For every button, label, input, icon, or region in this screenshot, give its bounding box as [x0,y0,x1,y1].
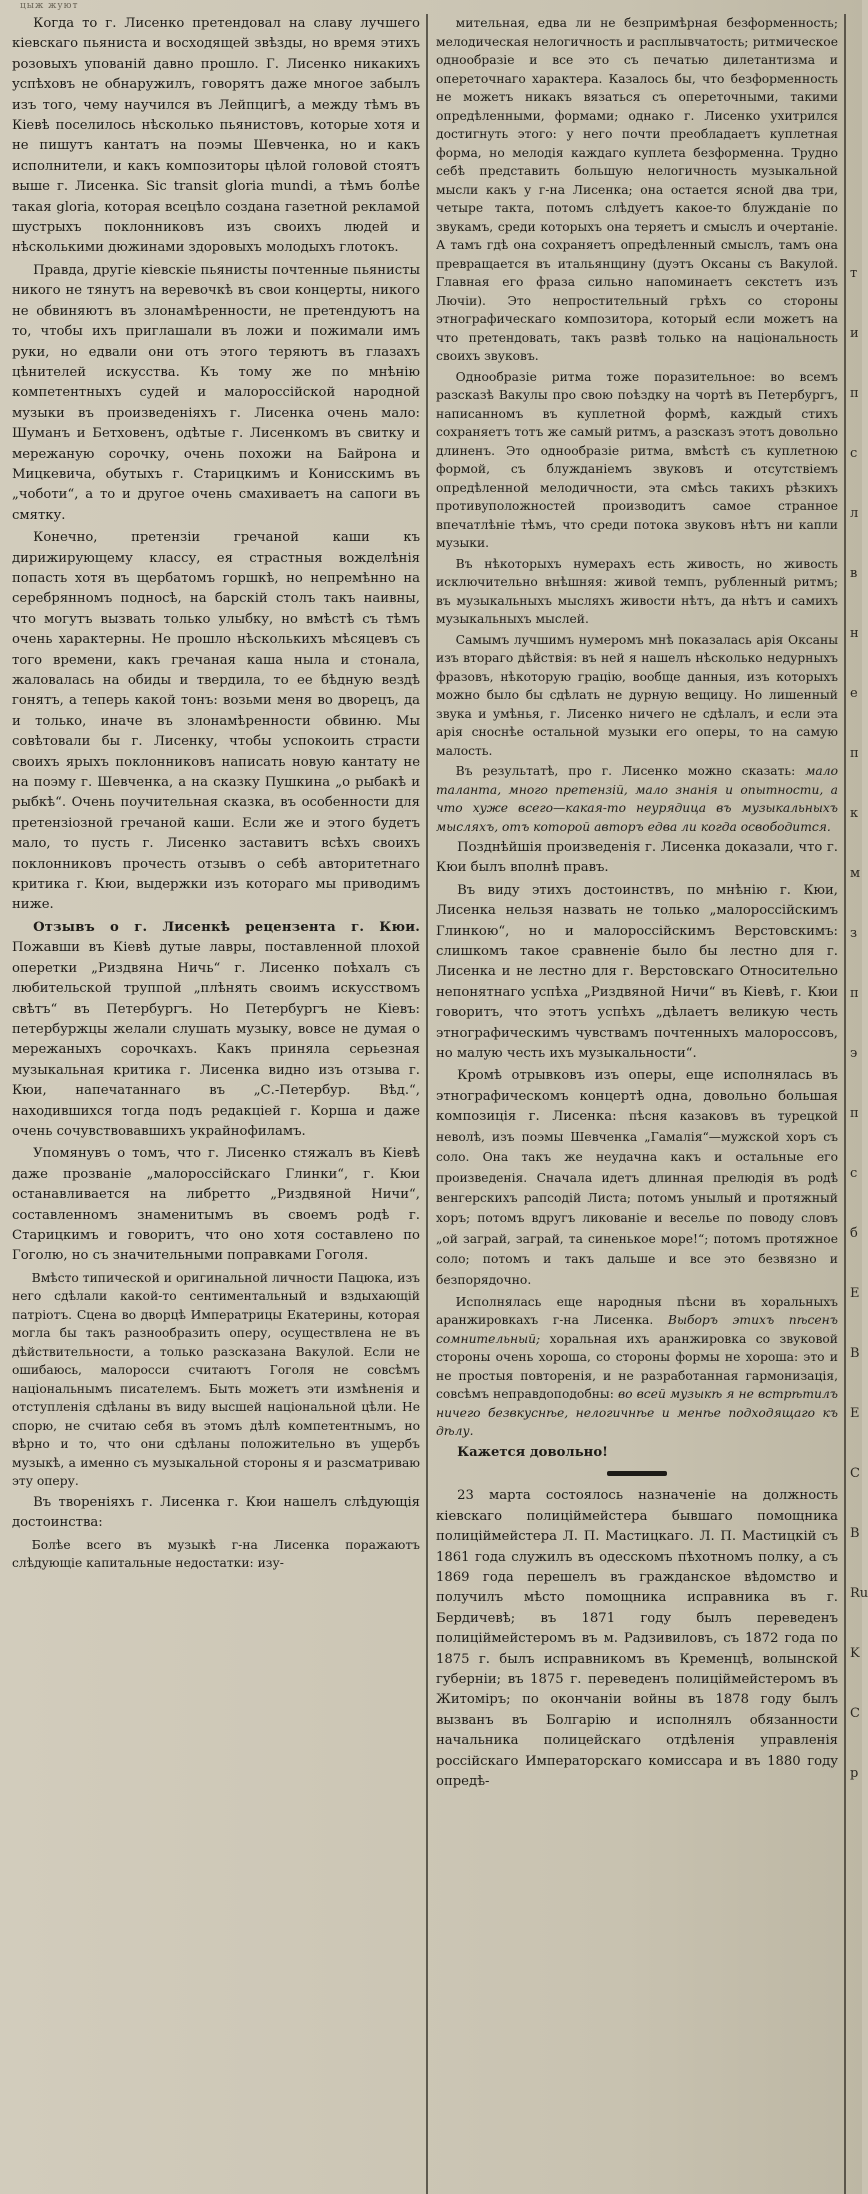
mid-paragraph-8 [436,1066,838,1290]
column-rule-right [844,14,846,2194]
right-edge-letter: п [850,746,859,761]
right-edge-letter: и [850,326,859,341]
section-separator [607,1471,667,1476]
right-edge-letter: C [850,1466,860,1481]
mid-quote-5 [436,762,838,836]
left-paragraph-1: Когда то г. Лисенко претендовал на славу лучшего кіевскаго пьяниста и восходящей звѣзды, но время этихъ розовыхъ упованій давно прошло. Г. Лисенко никакихъ успѣховъ не обнаружилъ, говорятъ даже многое забылъ изъ того, чему научился въ Лейпцигѣ, а между тѣмъ въ Кіевѣ поселилось нѣсколько пьянистовъ, которые хотя и не пишутъ кантатъ на поэмы Шевченка, но и какъ исполнители, и какъ композиторы цѣлой головой стоятъ выше г. Лисенка. Sic transit gloria mundi, а тѣмъ болѣе такая gloria, которая всецѣло создана газетной рекламой шустрыхъ поклонниковъ изъ своихъ людей и нѣсколькими дюжинами здоровыхъ молодыхъ глотокъ. [12,16,420,256]
left-paragraph-3: Конечно, претензіи гречаной каши къ дирижирующему классу, ея страстныя вожделѣнія попасть хотя въ щербатомъ горшкѣ, но непремѣнно на серебрянномъ подносѣ, на барскій столъ такъ наивны, что могутъ вызвать только улыбку, но вмѣстѣ съ тѣмъ очень характерны. Не прошло нѣсколькихъ мѣсяцевъ съ того времени, какъ гречаная каша ныла и стонала, жаловалась на обиды и твердила, то ее бѣдную вездѣ гонятъ, а теперь какой тонъ: возьми меня во дворецъ, да и только, иначе въ злонамѣренности обвиню. Мы совѣтовали бы г. Лисенку, чтобы успокоить страсти своихъ ярыхъ поклонниковъ написать новую кантату не на поэму г. Шевченка, а на сказку Пушкина „о рыбакѣ и рыбкѣ“. Очень поучительная сказка, въ особенности для претензіозной гречаной каши. Если же и этого будетъ мало, то пусть г. Лисенко заставитъ всѣхъ своихъ поклонниковъ прочесть отзывъ о себѣ авторитетнаго критика г. Кюи, выдержки изъ котораго мы приводимъ ниже. [12,530,420,913]
right-edge-letter: в [850,566,858,581]
mid-quote-3: Въ нѣкоторыхъ нумерахъ есть живость, но живость исключительно внѣшняя: живой темпъ, рубленный ритмъ; въ музыкальныхъ мысляхъ живости нѣтъ, да нѣтъ и самихъ музыкальныхъ мыслей. [436,556,838,626]
right-edge-letter: p [850,1766,859,1781]
mid-quote-5-italic: мало таланта, много претензій, мало знанія и опытности, а что хуже всего—какая-то неурядица въ музыкальныхъ мысляхъ, отъ которой авторъ едва ли когда освободится. [436,764,838,834]
right-edge-letter: E [850,1286,860,1301]
right-edge-letter: п [850,386,859,401]
right-edge-letter: Ru [850,1586,868,1601]
mid-quote-9-lead: Исполнялась еще народныя пѣсни въ хоральныхъ аранжировкахъ г-на Лисенка. [436,1294,838,1328]
right-edge-letter: т [850,266,858,281]
right-edge-letter: м [850,866,861,881]
news-item-appointment: 23 марта состоялось назначеніе на должность кіевскаго полиціймейстера бывшаго помощника полиціймейстера Л. П. Мастицкаго. Л. П. Мастицкій съ 1861 года служилъ въ одесскомъ пѣхотномъ полку, а съ 1869 года перешелъ въ гражданское вѣдомство и получилъ мѣсто помощника исправника въ г. Бердичевѣ; въ 1871 году былъ переведенъ полиціймейстеромъ въ м. Радзивиловъ, съ 1872 года по 1875 г. былъ исправникомъ въ Кременцѣ, волынской губерніи; въ 1875 г. переведенъ полиціймейстеромъ въ Житоміръ; по окончаніи войны въ 1878 году былъ вызванъ въ Болгарію и исполнялъ обязанности начальника полицейскаго отдѣленія управленія россійскаго Императорскаго комиссара и въ 1880 году опредѣ- [436,1488,838,1790]
left-column [12,14,420,2194]
right-edge-letter: C [850,1706,860,1721]
right-edge-letter: K [850,1646,860,1661]
closing-line: Кажется довольно! [457,1444,608,1460]
review-intro: Пожавши въ Кіевѣ дутые лавры, поставленной плохой оперетки „Риздвяна Ничь“ г. Лисенко поѣхалъ съ любительской труппой „плѣнять своимъ искусствомъ свѣтъ“ въ Петербургъ. Но Петербургъ не Кіевъ: петербуржцы желали слушать музыку, вовсе не думая о мережаныхъ сорочкахъ. Какъ приняла серьезная музыкальная критика г. Лисенка видно изъ отзыва г. Кюи, напечатаннаго въ „С.-Петербур. Вѣд.“, находившихся тогда подъ редакціей г. Корша и даже очень сочувствовавшихъ украйнофиламъ. [12,940,420,1139]
mid-quote-5-lead: Въ результатѣ, про г. Лисенко можно сказать: [455,764,796,778]
mid-quote-2: Однообразіе ритма тоже поразительное: во всемъ разсказѣ Вакулы про свою поѣздку на чортѣ въ Петербургъ, написанномъ въ куплетной формѣ, каждый стихъ сохраняетъ тотъ же самый ритмъ, а разсказъ этотъ довольно длиненъ. Это однообразіе ритма, вмѣстѣ съ куплетною формой, съ блужданіемъ звуковъ и отсутствіемъ опредѣленной мелодичности, эта смѣсь такихъ рѣзкихъ противуположностей производитъ самое странное впечатлѣніе тѣмъ, что среди потока звуковъ нѣтъ ни капли музыки. [436,369,838,550]
right-edge-letter: б [850,1226,858,1241]
mid-paragraph-8-quote: пѣсня казаковъ въ турецкой неволѣ, изъ поэмы Шевченка „Гамалія“—мужской хоръ съ соло. Она такъ же неудачна какъ и остальные его произведенія. Сначала идетъ длинная прелюдія въ родѣ венгерскихъ рапсодій Листа; потомъ унылый и протяжный хоръ; потомъ вдругъ ликованіе и веселье по поводу словъ „ой заграй, заграй, та синенькое море!“; потомъ протяжное соло; потомъ и такъ дальше и все это безвязно и безпорядочно. [436,1109,838,1287]
page-header-strip: цыж жуют [20,1,79,11]
right-edge-letter: к [850,806,859,821]
mid-quote-9 [436,1293,838,1441]
mid-quote-9-italic: Выборъ этихъ пѣсенъ сомнительный; [436,1313,838,1346]
left-paragraph-7: Въ твореніяхъ г. Лисенка г. Кюи нашелъ слѣдующія достоинства: [12,1494,420,1531]
mid-quote-1: мительная, едва ли не безпримѣрная безформенность; мелодическая нелогичность и расплывчатость; ритмическое однообразіе и все это съ печатью дилетантизма и опереточнаго характера. Казалось бы, что безформенность не можетъ никакъ вязаться съ опереточными, такими опредѣленными, формами; однако г. Лисенко ухитрился достигнуть этого: у него почти преобладаетъ куплетная форма, но мелодія каждаго куплета безформенна. Трудно себѣ представить большую нелогичность музыкальной мысли какъ у г-на Лисенка; она остается ясной два три, четыре такта, потомъ слѣдуетъ какое-то блужданіе по звукамъ, среди которыхъ она теряетъ и смыслъ и очертаніе. А тамъ гдѣ она сохраняетъ опредѣленный смыслъ, тамъ она превращается въ итальянщину (дуэтъ Оксаны съ Вакулой. Главная его фраза сильно напоминаетъ секстетъ изъ Лючіи). Это непростительный грѣхъ со стороны этнографическаго композитора, который если можетъ на что претендовать, такъ развѣ только на національность своихъ звуковъ. [436,16,838,363]
right-edge-letter: B [850,1346,860,1361]
right-edge-letter: с [850,1166,858,1181]
mid-quote-9-rest: хоральная ихъ аранжировка со звуковой стороны очень хороша, со стороны формы не хороша: это и не простыя повторенія, и не разработанная гармонизація, совсѣмъ неправдоподобны: [436,1331,838,1402]
review-heading: Отзывъ о г. Лисенкѣ рецензента г. Кюи. [33,919,420,935]
right-edge-column [850,14,868,2194]
left-quote-2: Болѣе всего въ музыкѣ г-на Лисенка поражаютъ слѣдующіе капитальные недостатки: изу- [12,1537,420,1571]
right-edge-letter: л [850,506,859,521]
right-edge-letter: э [850,1046,858,1061]
right-edge-letter: з [850,926,858,941]
right-edge-letter: с [850,446,858,461]
right-edge-letter: е [850,686,858,701]
mid-paragraph-8-lead: Кромѣ отрывковъ изъ оперы, еще исполнялась въ этнографическомъ концертѣ одна, довольно большая композиція г. Лисенка: [436,1068,838,1125]
left-quote-1: Вмѣсто типической и оригинальной личности Пацюка, изъ него сдѣлали какой-то сентиментальный и вздыхающій патріотъ. Сцена во дворцѣ Императрицы Екатерины, которая могла бы такъ разнообразить оперу, осуществлена не въ дѣйствительности, а только разсказана Вакулой. Если не ошибаюсь, малоросси считаютъ Гоголя не совсѣмъ національнымъ писателемъ. Быть можетъ эти измѣненія и отступленія сдѣланы въ виду высшей національной цѣли. Не спорю, не считаю себя въ этомъ дѣлѣ компетентнымъ, но вѣрно и то, что они сдѣланы положительно въ ущербъ музыкѣ, а именно съ музыкальной стороны я и разсматриваю эту оперу. [12,1270,420,1489]
mid-quote-4: Самымъ лучшимъ нумеромъ мнѣ показалась арія Оксаны изъ втораго дѣйствія: въ ней я нашелъ нѣсколько недурныхъ фразовъ, нѣкоторую грацію, вообще данныя, изъ которыхъ можно было бы сдѣлать не дурную вещицу. Но лишенный звука и умѣнья, г. Лисенко ничего не сдѣлалъ, и если эта арія сноснѣе остальной музыки его оперы, то на самую малость. [436,632,838,758]
left-paragraph-5: Упомянувъ о томъ, что г. Лисенко стяжалъ въ Кіевѣ даже прозваніе „малороссійскаго Глинки“, г. Кюи останавливается на либретто „Риздвяной Ничи“, составленномъ знаменитымъ въ своемъ родѣ г. Старицкимъ и говоритъ, что оно хотя составлено по Гоголю, но съ значительными поправками Гоголя. [12,1146,420,1264]
mid-paragraph-6: Позднѣйшія произведенія г. Лисенка доказали, что г. Кюи былъ вполнѣ правъ. [436,840,838,876]
right-edge-letter: п [850,986,859,1001]
mid-quote-9-italic2: во всей музыкѣ я не встрѣтилъ ничего безвкуснѣе, нелогичнѣе и менѣе подходящаго къ дѣлу. [436,1387,839,1439]
middle-column [436,14,838,2194]
right-edge-letter: н [850,626,859,641]
left-paragraph-4 [12,918,420,1142]
left-paragraph-2: Правда, другіе кіевскіе пьянисты почтенные пьянисты никого не тянутъ на веревочкѣ въ свои концерты, никого не обвиняютъ въ злонамѣренности, не претендуютъ на то, чтобы ихъ приглашали въ ложи и пожимали имъ руки, но едвали они отъ этого теряютъ въ глазахъ цѣнителей искусства. Къ тому же по мнѣнію компетентныхъ судей и малороссійской народной музыки въ произведеніяхъ г. Лисенка очень мало: Шуманъ и Бетховенъ, одѣтые г. Лисенкомъ въ свитку и мережаную сорочку, очень похожи на Байрона и Мицкевича, обутыхъ г. Старицкимъ и Конисскимъ въ „чоботи“, а то и другое очень смахиваетъ на сапоги въ смятку. [12,262,420,523]
right-edge-letter: B [850,1526,860,1541]
column-rule-left [426,14,428,2194]
mid-paragraph-7: Въ виду этихъ достоинствъ, по мнѣнію г. Кюи, Лисенка нельзя назвать не только „малороссійскимъ Глинкою“, но и малороссійскимъ Верстовскимъ: слишкомъ такое сравненіе было бы лестно для г. Лисенка и не лестно для г. Верстовскаго Относительно непонятнаго успѣха „Риздвяной Ничи“ въ Кіевѣ, г. Кюи говоритъ, что этотъ успѣхъ „дѣлаетъ великую честь этнографическимъ чувствамъ почтенныхъ малороссовъ, но малую честь ихъ музыкальности“. [436,882,838,1062]
right-edge-letter: п [850,1106,859,1121]
right-edge-letter: E [850,1406,860,1421]
